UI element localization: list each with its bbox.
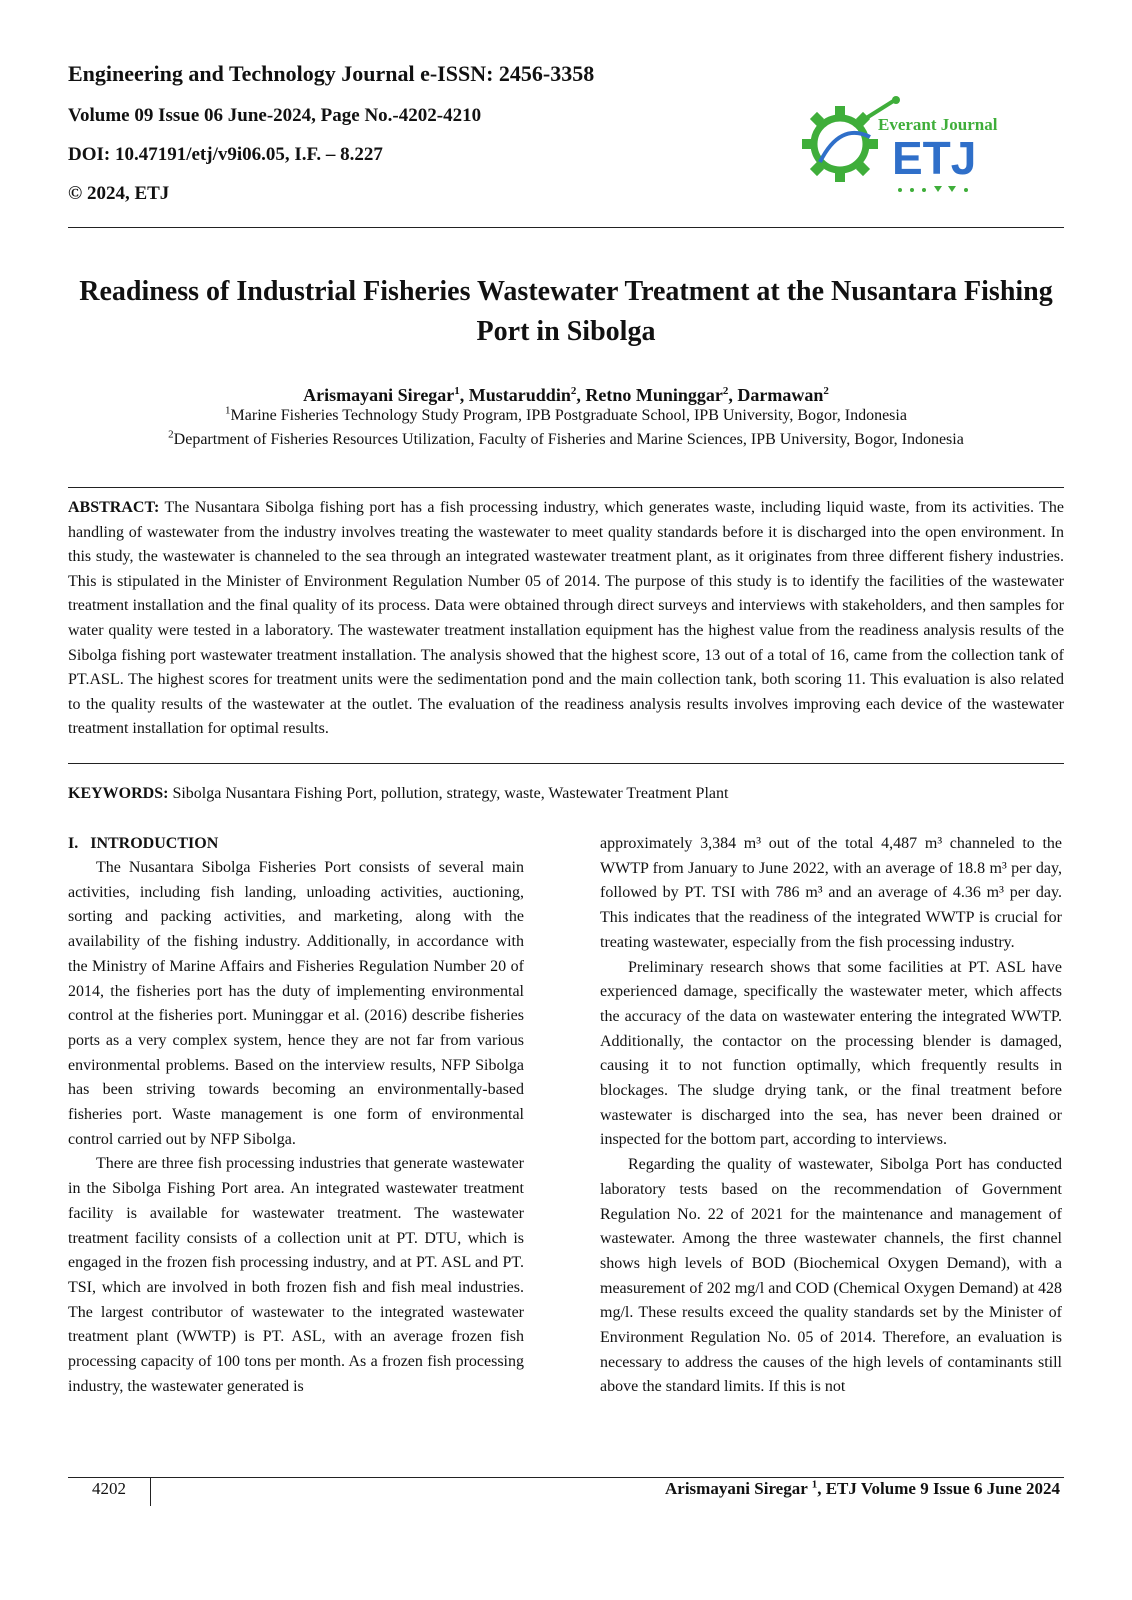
keywords xyxy=(68,783,1064,805)
author-affil-sup: 2 xyxy=(570,385,577,397)
author-name: Arismayani Siregar xyxy=(303,385,455,405)
logo-letters: ETJ xyxy=(892,132,977,184)
logo-top-text: Everant Journal xyxy=(878,115,998,134)
body-paragraph: The Nusantara Sibolga Fisheries Port consists of several main activities, including fish landing, unloading activities, auctioning, sorting and packing activities, and marketing, along with the availability of the fishing industry. Additionally, in accordance with the Ministry of Marine Affairs and Fisheries Regulation Number 20 of 2014, the fisheries port has the duty of implementing environmental control at the fisheries port. Muninggar et al. (2016) describe fisheries ports as a very complex system, hence they are not far from various environmental problems. Based on the interview results, NFP Sibolga has been striving towards becoming an environmentally-based fisheries port. Waste management is one form of environmental control carried out by NFP Sibolga. xyxy=(68,859,524,1148)
author-name: Darmawan xyxy=(737,385,824,405)
body-paragraph: Preliminary research shows that some facilities at PT. ASL have experienced damage, specifically the wastewater meter, which affects the accuracy of the data on wastewater entering the integrated WWTP. Additionally, the contactor on the processing blender is damaged, causing it to not function optimally, which frequently results in blockages. The sludge drying tank, or the final treatment before wastewater is discharged into the sea, has never been drained or inspected for the bottom part, according to interviews. xyxy=(600,958,1062,1149)
etj-logo-graphic xyxy=(800,92,1020,202)
footer-separator xyxy=(150,1478,151,1506)
etj-logo xyxy=(800,92,1020,202)
body-paragraph: Regarding the quality of wastewater, Sibolga Port has conducted laboratory tests based on the recommendation of Government Regulation No. 22 of 2021 for the maintenance and management of wastewater. Among the three wastewater channels, the first channel shows high levels of BOD (Biochemical Oxygen Demand), with a measurement of 202 mg/l and COD (Chemical Oxygen Demand) at 428 mg/l. These results exceed the quality standards set by the Minister of Environment Regulation No. 05 of 2014. Therefore, an evaluation is necessary to address the causes of the high levels of contaminants still above the standard limits. If this is not xyxy=(600,1156,1062,1396)
affiliation-sup: 1 xyxy=(225,404,231,417)
body-column-right xyxy=(600,832,1062,1400)
section-heading: I. INTRODUCTION xyxy=(68,835,219,852)
paper-title: Readiness of Industrial Fisheries Wastewater Treatment at the Nusantara Fishing Port in Sibolga xyxy=(79,276,1053,347)
affiliation-1 xyxy=(68,406,1064,426)
affiliation-text: Marine Fisheries Technology Study Program, IPB Postgraduate School, IPB University, Bogor, Indonesia xyxy=(230,407,907,424)
keywords-rule xyxy=(68,763,1064,764)
affiliation-sup: 2 xyxy=(168,428,174,441)
copyright: © 2024, ETJ xyxy=(68,183,170,204)
affiliation-2 xyxy=(68,430,1064,450)
body-paragraph: approximately 3,384 m³ out of the total 4,487 m³ channeled to the WWTP from January to June 2022, with an average of 18.8 m³ per day, followed by PT. TSI with 786 m³ and an average of 4.36 m³ per day. This indicates that the readiness of the integrated WWTP is crucial for treating wastewater, especially from the fish processing industry. xyxy=(600,835,1062,951)
author-name: Mustaruddin xyxy=(468,385,571,405)
abstract-label: ABSTRACT: xyxy=(68,499,160,516)
abstract-text: The Nusantara Sibolga fishing port has a fish processing industry, which generates waste, including liquid waste, from its activities. The handling of wastewater from the industry involves treating the wastewater to meet quality standards before it is discharged into the open environment. In this study, the wastewater is channeled to the sea through an integrated wastewater treatment plant, as it originates from three different fishery industries. This is stipulated in the Minister of Environment Regulation Number 05 of 2014. The purpose of this study is to identify the facilities of the wastewater treatment installation and the final quality of its process. Data were obtained through direct surveys and interviews with stakeholders, and then samples for water quality were tested in a laboratory. The wastewater treatment installation equipment has the highest value from the readiness analysis results of the Sibolga fishing port wastewater treatment installation. The analysis showed that the highest score, 13 out of a total of 16, came from the collection tank of PT.ASL. The highest scores for treatment units were the sedimentation pond and the main collection tank, both scoring 11. This evaluation is also related to the quality results of the wastewater at the outlet. The evaluation of the readiness analysis results involves improving each device of the wastewater treatment installation for optimal results. xyxy=(68,499,1064,738)
journal-name: Engineering and Technology Journal e-ISSN: 2456-3358 xyxy=(68,61,595,86)
author-affil-sup: 2 xyxy=(722,385,729,397)
author-list: Arismayani Siregar$^1$, Mustaruddin$^2$, Retno Muninggar$^2$, Darmawan$^2$ xyxy=(303,385,829,405)
journal-header xyxy=(68,61,788,223)
footer-author: Arismayani Siregar xyxy=(665,1479,808,1498)
volume-info: Volume 09 Issue 06 June-2024, Page No.-4202-4210 xyxy=(68,105,482,126)
author-name: Retno Muninggar xyxy=(585,385,723,405)
doi-info: DOI: 10.47191/etj/v9i06.05, I.F. – 8.227 xyxy=(68,144,383,165)
keywords-text: Sibolga Nusantara Fishing Port, pollution, strategy, waste, Wastewater Treatment Plant xyxy=(172,785,729,802)
body-column-left xyxy=(68,832,524,1399)
footer-journal-ref: , ETJ Volume 9 Issue 6 June 2024 xyxy=(817,1479,1060,1498)
header-divider xyxy=(68,227,1064,228)
abstract-top-rule xyxy=(68,487,1064,488)
abstract xyxy=(68,496,1064,742)
footer-citation xyxy=(665,1478,1060,1500)
author-affil-sup: 2 xyxy=(823,385,829,397)
body-paragraph: There are three fish processing industries that generate wastewater in the Sibolga Fishing Port area. An integrated wastewater treatment facility is available for wastewater treatment. The wastewater treatment facility consists of a collection unit at PT. DTU, which is engaged in the frozen fish processing industry, and at PT. ASL and PT. TSI, which are involved in both frozen fish and fish meal industries. The largest contributor of wastewater to the integrated wastewater treatment plant (WWTP) is PT. ASL, with an average frozen fish processing capacity of 100 tons per month. As a frozen fish processing industry, the wastewater generated is xyxy=(68,1155,524,1395)
keywords-label: KEYWORDS: xyxy=(68,785,169,802)
affiliation-text: Department of Fisheries Resources Utilization, Faculty of Fisheries and Marine Sciences, IPB University, Bogor, Indonesia xyxy=(173,431,964,448)
footer-author-sup: 1 xyxy=(811,1478,818,1491)
author-affil-sup: 1 xyxy=(454,385,460,397)
page-number: 4202 xyxy=(92,1479,126,1498)
